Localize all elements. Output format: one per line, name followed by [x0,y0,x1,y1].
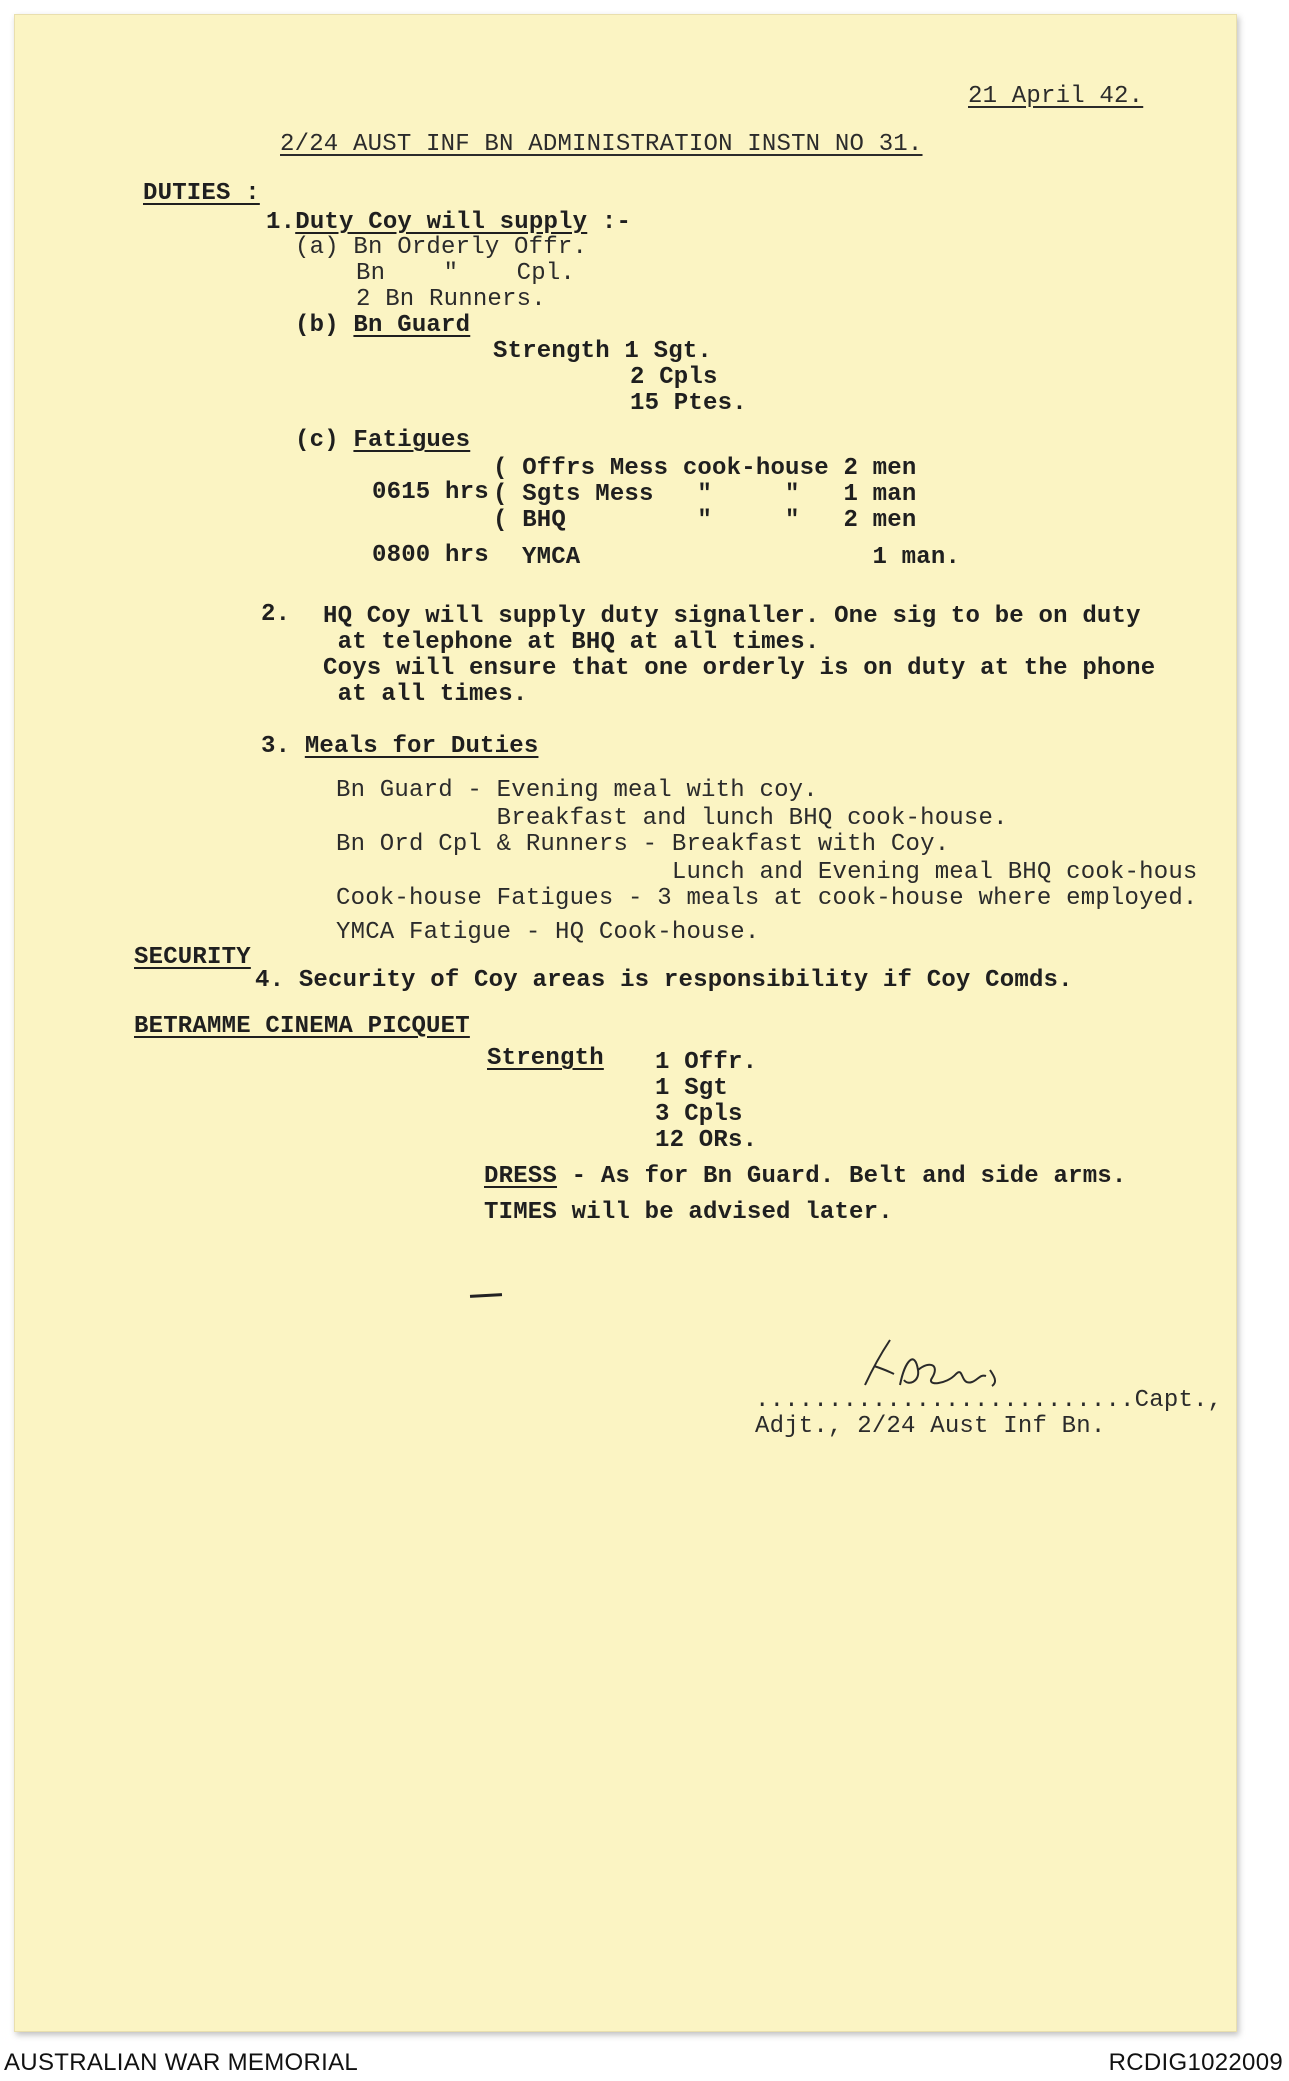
cinema-strength-1: 1 Offr. [655,1049,758,1076]
cinema-strength-label: Strength [487,1045,604,1072]
guard-strength-2: 2 Cpls [630,364,718,391]
item1-a3: 2 Bn Runners. [356,286,546,313]
item1-a2: Bn " Cpl. [356,260,576,287]
item3-line: 3. Meals for Duties [261,733,539,760]
item1-c: (c) Fatigues [295,427,471,454]
dress-line: DRESS - As for Bn Guard. Belt and side arms. [484,1163,1127,1190]
fatigue-row-sgts: ( Sgts Mess " " 1 man [493,481,917,508]
times-line: TIMES will be advised later. [484,1199,893,1226]
guard-strength-3: 15 Ptes. [630,390,747,417]
guard-strength-1: Strength 1 Sgt. [493,338,713,365]
fatigue-row-ymca: YMCA 1 man. [522,544,961,571]
meals-line-4: Lunch and Evening meal BHQ cook-hous [336,859,1198,886]
item2-line-2: at telephone at BHQ at all times. [323,629,820,656]
cinema-heading: BETRAMME CINEMA PICQUET [134,1013,470,1040]
fatigue-time-0800: 0800 hrs [372,542,489,569]
document-date: 21 April 42. [968,83,1144,110]
item2-line-3: Coys will ensure that one orderly is on duty at the phone [323,655,1156,682]
item2-line-1: HQ Coy will supply duty signaller. One sig to be on duty [323,603,1141,630]
cinema-strength-2: 1 Sgt [655,1075,729,1102]
fatigue-row-bhq: ( BHQ " " 2 men [493,507,917,534]
signature-line-2: Adjt., 2/24 Aust Inf Bn. [755,1413,1106,1440]
item1-a: (a) Bn Orderly Offr. [295,234,588,261]
cinema-strength-4: 12 ORs. [655,1127,758,1154]
item2-num: 2. [261,601,291,628]
meals-line-3: Bn Ord Cpl & Runners - Breakfast with Coy. [336,831,950,858]
cinema-strength-3: 3 Cpls [655,1101,743,1128]
fatigue-time-0615: 0615 hrs [372,479,489,506]
meals-line-5: Cook-house Fatigues - 3 meals at cook-house where employed. [336,885,1198,912]
footer-id: RCDIG1022009 [1108,2049,1283,2076]
footer-source: AUSTRALIAN WAR MEMORIAL [4,2049,359,2076]
document-title: 2/24 AUST INF BN ADMINISTRATION INSTN NO 31. [280,131,923,158]
security-line: 4. Security of Coy areas is responsibility if Coy Comds. [255,967,1073,994]
item2-line-4: at all times. [323,681,528,708]
fatigue-row-offrs: ( Offrs Mess cook-house 2 men [493,455,917,482]
security-heading: SECURITY [134,944,251,971]
item1-b: (b) Bn Guard [295,312,471,339]
signature-line-1: ..........................Capt., [755,1387,1223,1414]
meals-line-2: Breakfast and lunch BHQ cook-house. [336,805,1008,832]
meals-line-1: Bn Guard - Evening meal with coy. [336,777,818,804]
item1-line: 1.Duty Coy will supply :- [266,209,632,236]
duties-heading: DUTIES : [143,180,260,207]
meals-line-6: YMCA Fatigue - HQ Cook-house. [336,919,760,946]
